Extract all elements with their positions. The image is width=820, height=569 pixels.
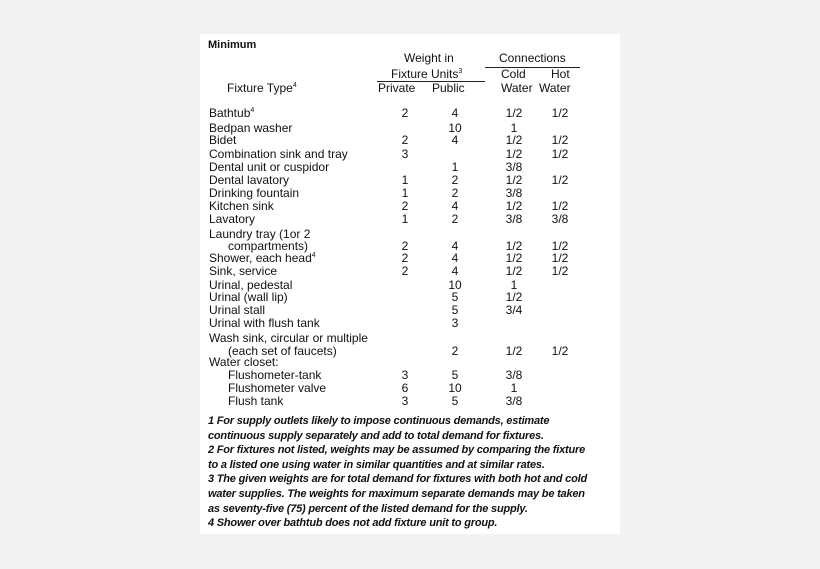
public-weight-cell: 3 [451, 316, 459, 330]
fixture-label: Flushometer-tank [228, 368, 322, 382]
fixture-label: Flushometer valve [228, 381, 327, 395]
fixture-label: Urinal, pedestal [209, 278, 293, 292]
cold-water-cell: 1/2 [505, 239, 523, 253]
footnote-line: water supplies. The weights for maximum separate demands may be taken [208, 488, 585, 500]
cold-water-cell: 3/8 [505, 394, 523, 408]
cold-water-cell: 1/2 [505, 199, 523, 213]
cold-water-cell: 3/8 [505, 212, 523, 226]
public-weight-cell: 5 [451, 290, 459, 304]
fixture-unit-table-document [200, 34, 620, 534]
fixture-label: Bidet [209, 133, 237, 147]
public-weight-cell: 4 [451, 264, 459, 278]
cold-water-cell: 1/2 [505, 133, 523, 147]
fixture-label: Urinal (wall lip) [209, 290, 288, 304]
header-fixture-type: Fixture Type$^4$ [227, 81, 297, 95]
hot-water-cell: 3/8 [551, 212, 569, 226]
public-weight-cell: 4 [451, 239, 459, 253]
cold-water-cell: 3/8 [505, 186, 523, 200]
cold-water-cell: 3/8 [505, 368, 523, 382]
private-weight-cell: 1 [401, 173, 409, 187]
hot-water-cell: 1/2 [551, 106, 569, 120]
hot-water-cell: 1/2 [551, 173, 569, 187]
public-weight-cell: 4 [451, 106, 459, 120]
private-weight-cell: 1 [401, 186, 409, 200]
cold-water-cell: 1/2 [505, 251, 523, 265]
fixture-label: Bathtub$^4$ [209, 106, 255, 120]
footnote-line: 4 Shower over bathtub does not add fixture unit to group. [208, 517, 498, 530]
cold-water-cell: 1 [510, 121, 518, 135]
cold-water-cell: 3/4 [505, 303, 523, 317]
fixture-label: Lavatory [209, 212, 256, 226]
public-weight-cell: 2 [451, 212, 459, 226]
public-weight-cell: 2 [451, 344, 459, 358]
private-weight-cell: 1 [401, 212, 409, 226]
fixture-label: Dental unit or cuspidor [209, 160, 330, 174]
footnote-line: to a listed one using water in similar quantities and at similar rates. [208, 458, 545, 471]
private-weight-cell: 2 [401, 133, 409, 147]
header-water-hot: Water [539, 81, 571, 95]
footnote-line: 1 For supply outlets likely to impose continuous demands, estimate [208, 415, 550, 427]
fixture-label: Shower, each head$^4$ [209, 251, 316, 265]
hot-water-cell: 1/2 [551, 344, 569, 358]
private-weight-cell: 2 [401, 239, 409, 253]
header-public: Public [432, 81, 465, 95]
public-weight-cell: 4 [451, 199, 459, 213]
header-hot: Hot [551, 67, 570, 81]
private-weight-cell: 2 [401, 199, 409, 213]
private-weight-cell: 2 [401, 251, 409, 265]
fixture-label: (each set of faucets) [228, 344, 337, 358]
hot-water-cell: 1/2 [551, 147, 569, 161]
header-fixture-units: Fixture Units$^3$ [391, 67, 463, 81]
cold-water-cell: 1/2 [505, 173, 523, 187]
fixture-label: Sink, service [209, 264, 278, 278]
private-weight-cell: 3 [401, 147, 409, 161]
footnote-line: 3 The given weights are for total demand for fixtures with both hot and cold [208, 473, 587, 486]
header-cold: Cold [501, 67, 526, 81]
fixture-label: Bedpan washer [209, 121, 293, 135]
cold-water-cell: 1 [510, 278, 518, 292]
cold-water-cell: 1 [510, 381, 518, 395]
public-weight-cell: 1 [451, 160, 459, 174]
public-weight-cell: 2 [451, 173, 459, 187]
cold-water-cell: 1/2 [505, 264, 523, 278]
public-weight-cell: 5 [451, 394, 459, 408]
public-weight-cell: 10 [448, 278, 462, 292]
table-title: Minimum [208, 39, 257, 51]
fixture-label: Flush tank [228, 394, 284, 408]
fixture-label: Drinking fountain [209, 186, 300, 200]
footnote-line: as seventy-five (75) percent of the listed demand for the supply. [208, 502, 528, 515]
cold-water-cell: 1/2 [505, 147, 523, 161]
fixture-label: Wash sink, circular or multiple [209, 331, 368, 345]
private-weight-cell: 3 [401, 368, 409, 382]
header-connections: Connections [499, 51, 566, 65]
cold-water-cell: 1/2 [505, 106, 523, 120]
header-weight-in: Weight in [404, 51, 454, 65]
private-weight-cell: 3 [401, 394, 409, 408]
private-weight-cell: 6 [401, 381, 409, 395]
cold-water-cell: 1/2 [505, 344, 523, 358]
hot-water-cell: 1/2 [551, 199, 569, 213]
fixture-label: Dental lavatory [209, 173, 290, 187]
hot-water-cell: 1/2 [551, 239, 569, 253]
fixture-label-footnote-mark: 4 [311, 252, 316, 259]
hot-water-cell: 1/2 [551, 251, 569, 265]
fixture-label: Urinal stall [209, 303, 266, 317]
fixture-label: Combination sink and tray [209, 147, 348, 161]
public-weight-cell: 5 [451, 368, 459, 382]
cold-water-cell: 3/8 [505, 160, 523, 174]
public-weight-cell: 2 [451, 186, 459, 200]
fixture-label: Laundry tray (1or 2 [209, 227, 311, 241]
header-water-cold: Water [501, 81, 533, 95]
public-weight-cell: 10 [448, 121, 462, 135]
footnote-line: continuous supply separately and add to total demand for fixtures. [208, 429, 544, 442]
fixture-label: Urinal with flush tank [209, 316, 320, 330]
fixture-label-footnote-mark: 4 [250, 107, 255, 114]
public-weight-cell: 4 [451, 133, 459, 147]
header-private: Private [378, 81, 416, 95]
fixture-label: Kitchen sink [209, 199, 274, 213]
fixture-label: Water closet: [209, 355, 279, 369]
fixture-label: compartments) [228, 239, 309, 253]
public-weight-cell: 10 [448, 381, 462, 395]
private-weight-cell: 2 [401, 264, 409, 278]
footnote-line: 2 For fixtures not listed, weights may be assumed by comparing the fixture [208, 444, 586, 457]
hot-water-cell: 1/2 [551, 133, 569, 147]
public-weight-cell: 5 [451, 303, 459, 317]
hot-water-cell: 1/2 [551, 264, 569, 278]
private-weight-cell: 2 [401, 106, 409, 120]
public-weight-cell: 4 [451, 251, 459, 265]
cold-water-cell: 1/2 [505, 290, 523, 304]
